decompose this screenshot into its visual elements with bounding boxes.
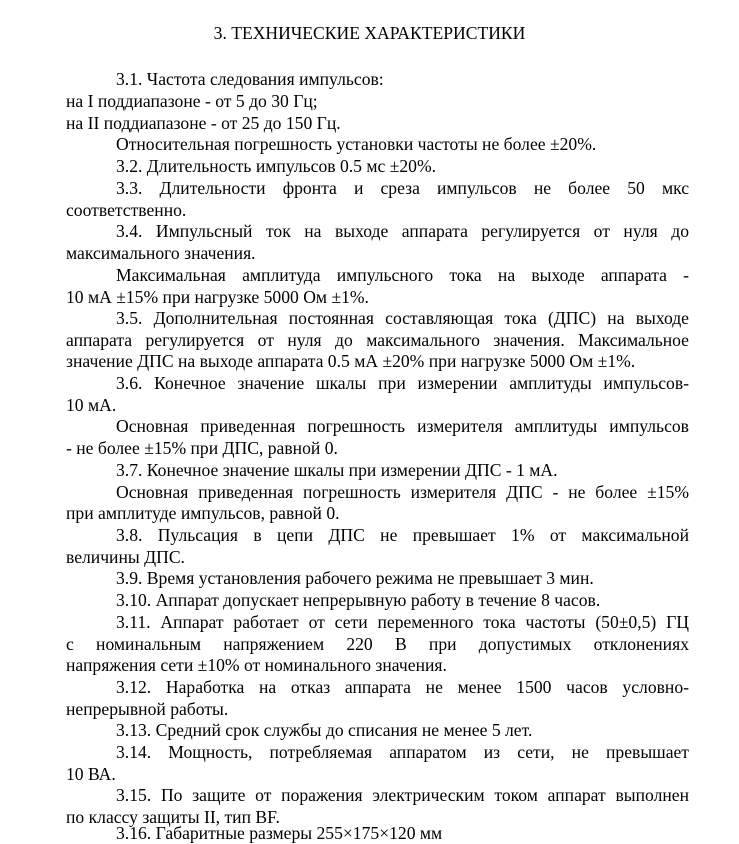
spec-3-6-error-line-1: Основная приведенная погрешность измерителя амплитуды импульсов: [116, 416, 689, 436]
spec-3-3-line-2: соответственно.: [66, 200, 187, 220]
spec-3-6-line-1: 3.6. Конечное значение шкалы при измерении амплитуды импульсов-: [116, 373, 689, 393]
spec-3-16-partial: 3.16. Габаритные размеры 255×175×120 мм: [116, 823, 443, 843]
spec-3-15-line-1: 3.15. По защите от поражения электрическим током аппарат выполнен: [116, 785, 689, 805]
spec-3-5-line-1: 3.5. Дополнительная постоянная составляющая тока (ДПС) на выходе: [116, 308, 689, 328]
spec-3-11-line-3: напряжения сети ±10% от номинального значения.: [66, 655, 447, 675]
spec-3-1-range-1: на I поддиапазоне - от 5 до 30 Гц;: [66, 91, 318, 111]
spec-3-12-line-1: 3.12. Наработка на отказ аппарата не менее 1500 часов условно-: [116, 677, 689, 697]
spec-3-11-line-2: с номинальным напряжением 220 В при допустимых отклонениях: [66, 634, 689, 654]
spec-3-7-error-line-2: при амплитуде импульсов, равной 0.: [66, 503, 340, 523]
spec-3-15-line-2: по классу защиты II, тип BF.: [66, 807, 280, 827]
spec-3-7-error-line-1: Основная приведенная погрешность измерителя ДПС - не более ±15%: [116, 482, 689, 502]
spec-3-7: 3.7. Конечное значение шкалы при измерении ДПС - 1 мА.: [116, 460, 558, 480]
spec-3-1-heading: 3.1. Частота следования импульсов:: [116, 69, 384, 89]
spec-3-4-max-line-1: Максимальная амплитуда импульсного тока на выходе аппарата -: [116, 265, 689, 285]
spec-3-5-line-3: значение ДПС на выходе аппарата 0.5 мА ±20% при нагрузке 5000 Ом ±1%.: [66, 351, 636, 371]
spec-3-8-line-1: 3.8. Пульсация в цепи ДПС не превышает 1% от максимальной: [116, 525, 689, 545]
spec-3-4-line-2: максимального значения.: [66, 243, 256, 263]
spec-3-8-line-2: величины ДПС.: [66, 547, 185, 567]
section-title: 3. ТЕХНИЧЕСКИЕ ХАРАКТЕРИСТИКИ: [213, 23, 526, 43]
spec-3-10: 3.10. Аппарат допускает непрерывную работу в течение 8 часов.: [116, 590, 601, 610]
spec-3-13: 3.13. Средний срок службы до списания не менее 5 лет.: [116, 720, 533, 740]
spec-3-5-line-2: аппарата регулируется от нуля до максимального значения. Максимальное: [66, 330, 689, 350]
spec-3-12-line-2: непрерывной работы.: [66, 699, 229, 719]
spec-3-3-line-1: 3.3. Длительности фронта и среза импульсов не более 50 мкс: [116, 178, 689, 198]
spec-3-11-line-1: 3.11. Аппарат работает от сети переменного тока частоты (50±0,5) ГЦ: [116, 612, 689, 632]
spec-3-14-line-2: 10 ВА.: [66, 764, 116, 784]
spec-3-14-line-1: 3.14. Мощность, потребляемая аппаратом из сети, не превышает: [116, 742, 689, 762]
spec-3-6-error-line-2: - не более ±15% при ДПС, равной 0.: [66, 438, 338, 458]
spec-3-4-line-1: 3.4. Импульсный ток на выходе аппарата регулируется от нуля до: [116, 221, 689, 241]
spec-3-9: 3.9. Время установления рабочего режима не превышает 3 мин.: [116, 568, 594, 588]
spec-3-6-line-2: 10 мА.: [66, 395, 117, 415]
spec-3-2: 3.2. Длительность импульсов 0.5 мс ±20%.: [116, 156, 436, 176]
spec-3-1-range-2: на II поддиапазоне - от 25 до 150 Гц.: [66, 113, 341, 133]
spec-3-1-error: Относительная погрешность установки частоты не более ±20%.: [116, 134, 597, 154]
spec-3-4-max-line-2: 10 мА ±15% при нагрузке 5000 Ом ±1%.: [66, 287, 369, 307]
